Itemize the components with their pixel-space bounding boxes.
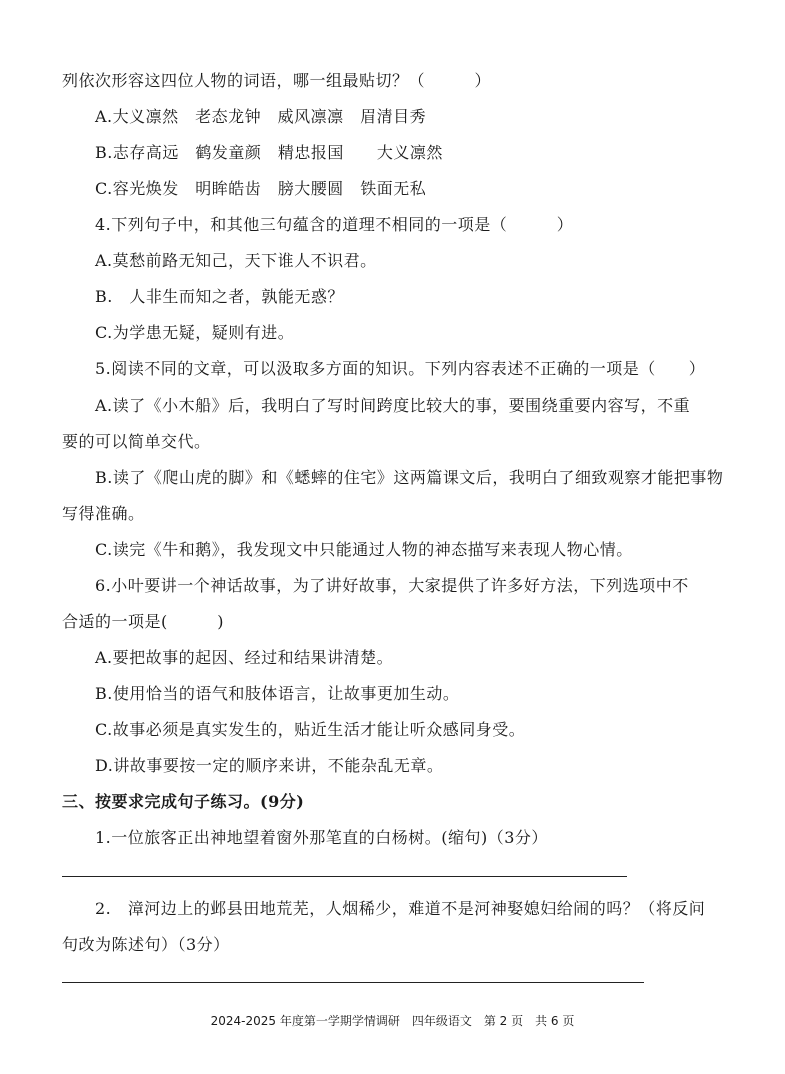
- question-6-stem-cont: 合适的一项是( ): [62, 612, 224, 631]
- q6-option-a: A.要把故事的起因、经过和结果讲清楚。: [95, 648, 394, 667]
- q5-option-b: B.读了《爬山虎的脚》和《蟋蟀的住宅》这两篇课文后，我明白了细致观察才能把事物: [95, 468, 724, 487]
- question-5-stem: 5.阅读不同的文章，可以汲取多方面的知识。下列内容表述不正确的一项是（ ）: [95, 359, 706, 378]
- answer-line-1[interactable]: [62, 876, 627, 877]
- question-4-stem: 4.下列句子中，和其他三句蕴含的道理不相同的一项是（ ）: [95, 215, 574, 234]
- question-6-stem: 6.小叶要讲一个神话故事，为了讲好故事，大家提供了许多好方法，下列选项中不: [95, 576, 689, 595]
- q3-option-a: A.大义凛然 老态龙钟 威风凛凛 眉清目秀: [95, 107, 427, 126]
- q5-option-a-cont: 要的可以简单交代。: [62, 432, 211, 451]
- q5-option-b-cont: 写得准确。: [62, 504, 145, 523]
- answer-line-2[interactable]: [62, 982, 644, 983]
- q6-option-c: C.故事必须是真实发生的，贴近生活才能让听众感同身受。: [95, 720, 526, 739]
- q3-option-b: B.志存高远 鹤发童颜 精忠报国 大义凛然: [95, 143, 443, 162]
- page-footer: 2024-2025 年度第一学期学情调研 四年级语文 第 2 页 共 6 页: [210, 1014, 575, 1028]
- section-3-item-2: 2. 漳河边上的邺县田地荒芜，人烟稀少，难道不是河神娶媳妇给闹的吗？（将反问: [95, 899, 706, 918]
- section-3-item-2-cont: 句改为陈述句）（3分）: [62, 935, 230, 954]
- q3-option-c: C.容光焕发 明眸皓齿 膀大腰圆 铁面无私: [95, 179, 427, 198]
- q4-option-c: C.为学患无疑，疑则有进。: [95, 323, 295, 342]
- q5-option-a: A.读了《小木船》后，我明白了写时间跨度比较大的事，要围绕重要内容写，不重: [95, 396, 691, 415]
- q5-option-c: C.读完《牛和鹅》，我发现文中只能通过人物的神态描写来表现人物心情。: [95, 540, 633, 559]
- section-3-heading: 三、按要求完成句子练习。(9分): [62, 792, 305, 811]
- section-3-item-1: 1.一位旅客正出神地望着窗外那笔直的白杨树。(缩句)（3分）: [95, 828, 548, 847]
- q6-option-d: D.讲故事要按一定的顺序来讲，不能杂乱无章。: [95, 756, 444, 775]
- question-3-stem-cont: 列依次形容这四位人物的词语，哪一组最贴切？（ ）: [62, 71, 492, 90]
- q4-option-a: A.莫愁前路无知己，天下谁人不识君。: [95, 251, 377, 270]
- q6-option-b: B.使用恰当的语气和肢体语言，让故事更加生动。: [95, 684, 460, 703]
- q4-option-b: B. 人非生而知之者，孰能无惑？: [95, 287, 344, 306]
